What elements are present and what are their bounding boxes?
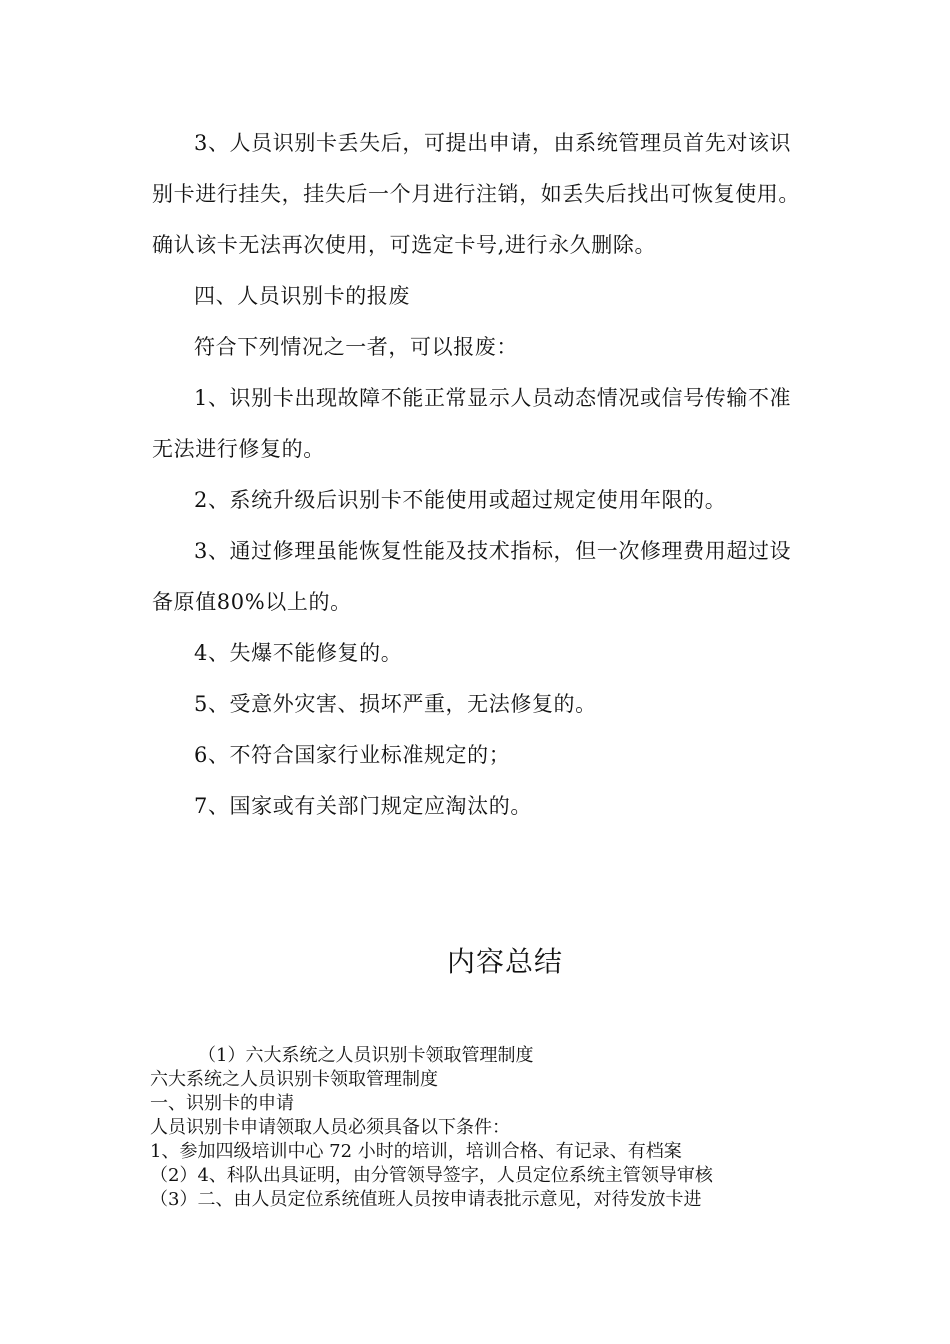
list-item-1: 1、识别卡出现故障不能正常显示人员动态情况或信号传输不准无法进行修复的。 (152, 386, 792, 461)
summary-title: 内容总结 (446, 945, 563, 978)
document-body (152, 118, 802, 832)
paragraph-scrap-conditions: 符合下列情况之一者，可以报废： (194, 335, 518, 359)
summary-line: 人员识别卡申请领取人员必须具备以下条件： (150, 1117, 510, 1138)
list-item-2: 2、系统升级后识别卡不能使用或超过规定使用年限的。 (194, 488, 727, 512)
list-item-6: 6、不符合国家行业标准规定的； (194, 743, 511, 767)
summary-line: （3）二、由人员定位系统值班人员按申请表批示意见，对待发放卡进 (150, 1189, 702, 1210)
list-item-3: 3、通过修理虽能恢复性能及技术指标，但一次修理费用超过设备原值80%以上的。 (152, 539, 792, 614)
summary-line: （1）六大系统之人员识别卡领取管理制度 (198, 1045, 534, 1066)
list-item-7: 7、国家或有关部门规定应淘汰的。 (194, 794, 532, 818)
summary-line: 一、识别卡的申请 (150, 1093, 294, 1114)
summary-block (150, 1044, 810, 1212)
summary-line: 六大系统之人员识别卡领取管理制度 (150, 1069, 438, 1090)
paragraph-lost-card: 3、人员识别卡丢失后，可提出申请，由系统管理员首先对该识别卡进行挂失，挂失后一个月进行注销，如丢失后找出可恢复使用。确认该卡无法再次使用，可选定卡号,进行永久删除。 (152, 131, 800, 257)
list-item-5: 5、受意外灾害、损坏严重，无法修复的。 (194, 692, 597, 716)
section-heading-scrap: 四、人员识别卡的报废 (194, 284, 410, 308)
list-item-4: 4、失爆不能修复的。 (194, 641, 403, 665)
summary-line: 1、参加四级培训中心 72 小时的培训，培训合格、有记录、有档案 (150, 1141, 682, 1162)
summary-line: （2）4、科队出具证明，由分管领导签字，人员定位系统主管领导审核 (150, 1165, 713, 1186)
